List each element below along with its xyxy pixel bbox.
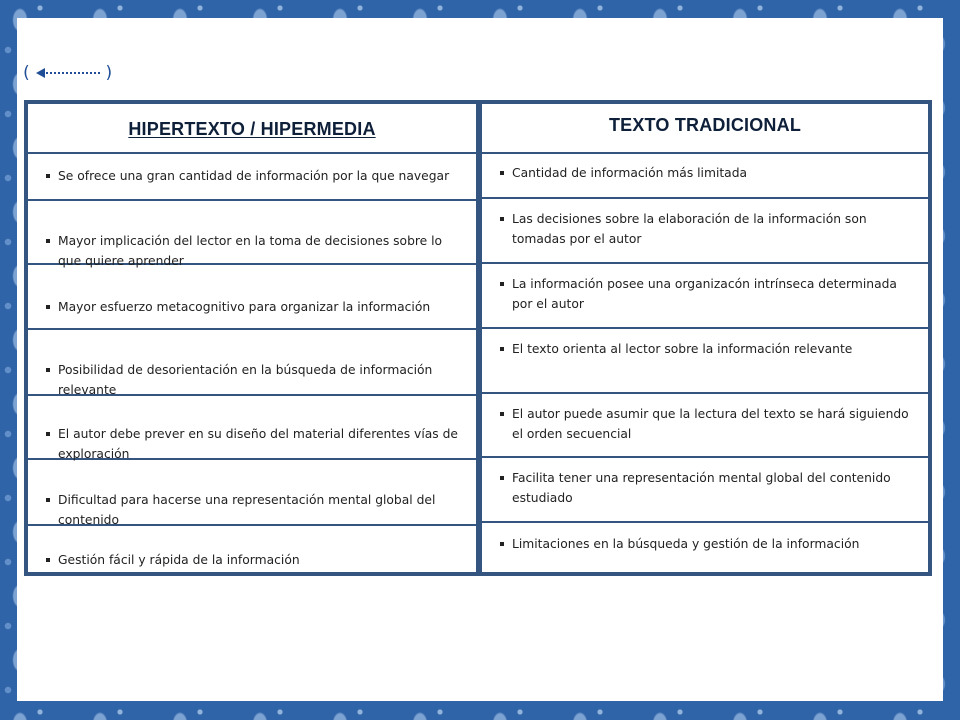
list-item: Mayor esfuerzo metacognitivo para organizar la información [46, 297, 468, 317]
bracket-left: ( [21, 63, 32, 83]
table-row [482, 394, 928, 458]
list-item: Posibilidad de desorientación en la búsqueda de información relevante [46, 360, 468, 400]
list-item: La información posee una organizacón intrínseca determinada por el autor [500, 274, 920, 314]
table-row [28, 526, 476, 572]
table-row [482, 154, 928, 199]
table-row [482, 264, 928, 329]
back-arrow-icon [36, 67, 102, 79]
column-hipertexto [28, 104, 476, 572]
list-item: El autor puede asumir que la lectura del texto se hará siguiendo el orden secuencial [500, 404, 920, 444]
table-row [482, 523, 928, 572]
list-item: Se ofrece una gran cantidad de información por la que navegar [46, 166, 468, 186]
list-item: El autor debe prever en su diseño del material diferentes vías de exploración [46, 424, 468, 464]
comparison-table [24, 100, 932, 576]
bracket-right: ) [104, 63, 115, 83]
table-row [28, 330, 476, 396]
column-header-texto-tradicional: TEXTO TRADICIONAL [482, 104, 928, 154]
list-item: Cantidad de información más limitada [500, 163, 920, 183]
list-item: Las decisiones sobre la elaboración de la información son tomadas por el autor [500, 209, 920, 249]
table-row [482, 199, 928, 264]
list-item: Mayor implicación del lector en la toma de decisiones sobre lo que quiere aprender [46, 231, 468, 271]
list-item: Facilita tener una representación mental global del contenido estudiado [500, 468, 920, 508]
list-item: Dificultad para hacerse una representación mental global del contenido [46, 490, 468, 530]
table-row [28, 460, 476, 526]
table-row [28, 265, 476, 330]
table-row [28, 154, 476, 201]
list-item: El texto orienta al lector sobre la información relevante [500, 339, 920, 359]
back-nav-button[interactable] [20, 62, 115, 84]
table-row [28, 201, 476, 268]
column-header-hipertexto: HIPERTEXTO / HIPERMEDIA [28, 104, 476, 154]
column-texto-tradicional [482, 104, 928, 572]
table-row [482, 329, 928, 394]
list-item: Limitaciones en la búsqueda y gestión de la información [500, 534, 920, 554]
table-row [28, 396, 476, 460]
list-item: Gestión fácil y rápida de la información [46, 550, 468, 570]
table-row [482, 458, 928, 523]
